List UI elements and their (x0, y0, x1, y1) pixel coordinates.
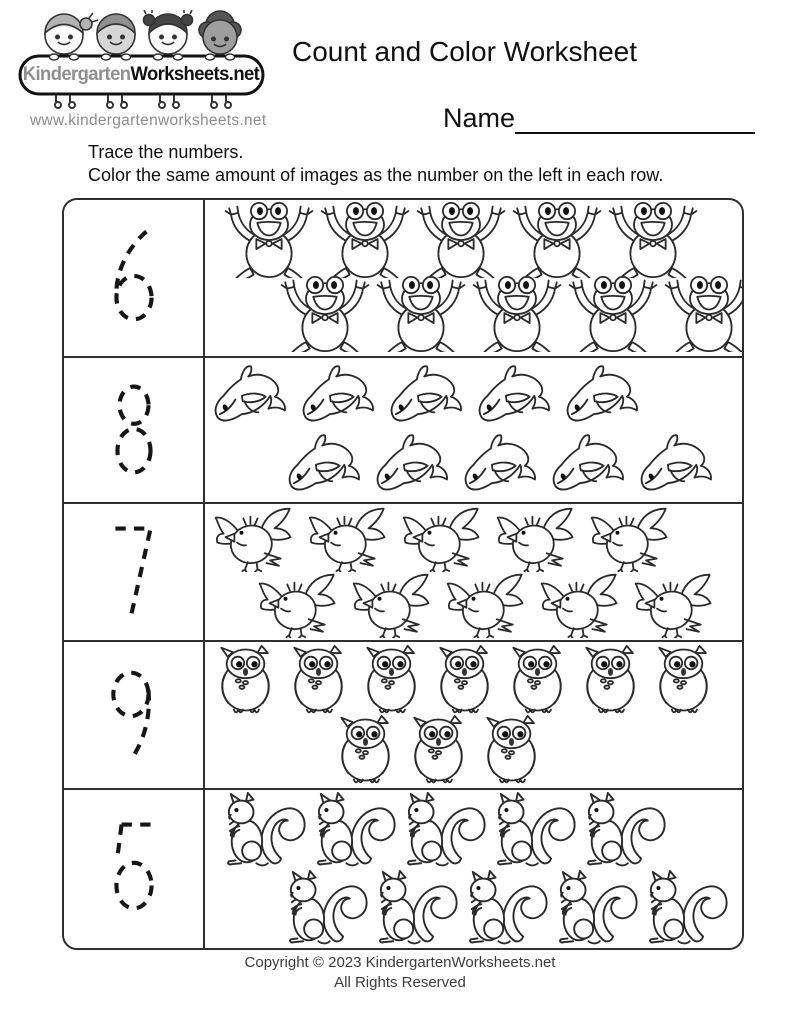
frog-image (317, 202, 413, 278)
frog-image (469, 276, 565, 352)
instruction-line-1: Trace the numbers. (88, 142, 244, 162)
images-cell (205, 790, 742, 948)
dolphin-image (369, 430, 457, 496)
instructions (88, 141, 663, 187)
squirrel-image (399, 792, 489, 868)
bird-image (345, 572, 439, 638)
frog-image (565, 276, 661, 352)
squirrel-image (641, 870, 731, 946)
trace-number-6 (103, 226, 165, 330)
owl-image (355, 645, 428, 715)
site-logo (16, 10, 268, 114)
number-cell (64, 790, 205, 948)
worksheet-row (64, 502, 742, 640)
frog-image (661, 276, 742, 352)
bird-image (207, 506, 301, 572)
images-line-1 (221, 202, 742, 278)
squirrel-image (219, 792, 309, 868)
dolphin-image (207, 361, 295, 427)
images-line-2 (281, 430, 742, 496)
squirrel-image (551, 870, 641, 946)
dolphin-image (545, 430, 633, 496)
squirrel-image (579, 792, 669, 868)
name-label: Name (443, 103, 516, 133)
number-cell (64, 504, 205, 640)
dolphin-image (471, 361, 559, 427)
frog-image (277, 276, 373, 352)
frog-image (373, 276, 469, 352)
images-line-2 (329, 715, 742, 785)
images-cell (205, 642, 742, 788)
worksheet-row (64, 200, 742, 356)
squirrel-image (281, 870, 371, 946)
owl-image (402, 715, 475, 785)
bird-image (251, 572, 345, 638)
number-cell (64, 200, 205, 356)
bird-image (533, 572, 627, 638)
owl-image (501, 645, 574, 715)
trace-number-7 (103, 520, 165, 624)
bird-image (301, 506, 395, 572)
worksheet-table (62, 198, 744, 950)
owl-image (329, 715, 402, 785)
owl-image (574, 645, 647, 715)
trace-number-5 (103, 817, 165, 921)
dolphin-image (295, 361, 383, 427)
bird-image (395, 506, 489, 572)
squirrel-image (309, 792, 399, 868)
squirrel-image (489, 792, 579, 868)
frog-image (221, 202, 317, 278)
images-line-2 (277, 276, 742, 352)
images-line-1 (207, 361, 742, 427)
page-title: Count and Color Worksheet (292, 36, 637, 67)
squirrel-image (461, 870, 551, 946)
name-blank-line (515, 100, 755, 134)
trace-number-8 (103, 378, 165, 482)
frog-image (605, 202, 701, 278)
owl-image (282, 645, 355, 715)
frog-image (509, 202, 605, 278)
images-line-2 (251, 572, 742, 638)
bird-image (439, 572, 533, 638)
owl-image (428, 645, 501, 715)
number-cell (64, 642, 205, 788)
worksheet-row (64, 788, 742, 948)
images-line-2 (281, 870, 742, 946)
name-field (443, 100, 755, 134)
rights-text: All Rights Reserved (334, 974, 466, 991)
dolphin-image (633, 430, 721, 496)
frog-image (413, 202, 509, 278)
trace-number-9 (103, 663, 165, 767)
dolphin-image (281, 430, 369, 496)
images-line-1 (209, 645, 742, 715)
owl-image (475, 715, 548, 785)
worksheet-row (64, 640, 742, 788)
images-cell (205, 200, 742, 356)
dolphin-image (383, 361, 471, 427)
copyright-text: Copyright © 2023 KindergartenWorksheets.net (244, 954, 556, 971)
site-url: www.kindergartenworksheets.net (30, 112, 267, 129)
dolphin-image (559, 361, 647, 427)
dolphin-image (457, 430, 545, 496)
logo-wordmark (23, 56, 260, 94)
instruction-line-2: Color the same amount of images as the number on the left in each row. (88, 165, 664, 185)
squirrel-image (371, 870, 461, 946)
images-cell (205, 504, 742, 640)
images-line-1 (219, 792, 742, 868)
images-line-1 (207, 506, 742, 572)
images-cell (205, 358, 742, 502)
owl-image (647, 645, 720, 715)
bird-image (489, 506, 583, 572)
brand-black: Worksheets.net (130, 64, 260, 85)
footer (0, 953, 800, 993)
owl-image (209, 645, 282, 715)
number-cell (64, 358, 205, 502)
bird-image (583, 506, 677, 572)
bird-image (627, 572, 721, 638)
brand-gray: Kindergarten (22, 64, 131, 85)
worksheet-row (64, 356, 742, 502)
